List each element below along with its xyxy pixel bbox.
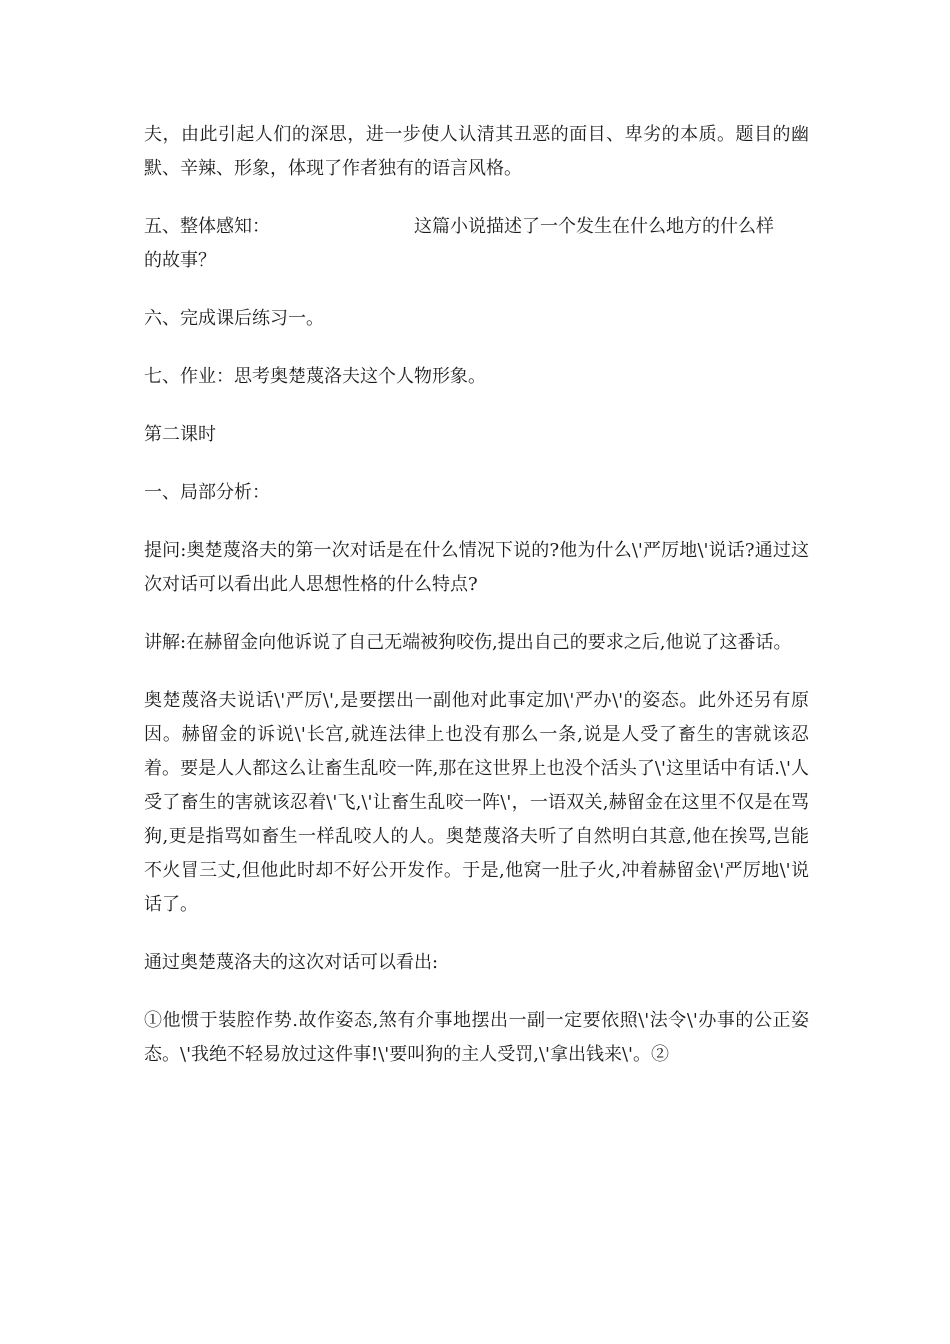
lesson-two-heading: 第二课时 [144, 424, 216, 445]
section-five-text: 这篇小说描述了一个发生在什么地方的什么样 [414, 216, 774, 237]
point-one-paragraph: ①他惯于装腔作势.故作姿态,煞有介事地摆出一副一定要依照\'法令\'办事的公正姿态。\'我绝不轻易放过这件事!\'要叫狗的主人受罚,\'拿出钱来\'。② [144, 1010, 809, 1065]
conclusion-lead: 通过奥楚蔑洛夫的这次对话可以看出: [144, 952, 439, 973]
analysis-paragraph: 奥楚蔑洛夫说话\'严厉\',是要摆出一副他对此事定加\'严办\'的姿态。此外还另有原因。赫留金的诉说\'长宫,就连法律上也没有那么一条,说是人受了畜生的害就该忍着。要是人人都这么让畜生乱咬一阵,那在这世界上也没个活头了\'这里话中有话.\'人受了畜生的害就该忍着\'飞,\'让畜生乱咬一阵\'，一语双关,赫留金在这里不仅是在骂狗,更是指骂如畜生一样乱咬人的人。奥楚蔑洛夫听了自然明白其意,他在挨骂,岂能不火冒三丈,但他此时却不好公开发作。于是,他窝一肚子火,冲着赫留金\'严厉地\'说话了。 [144, 690, 809, 915]
section-five-text-cont: 的故事？ [144, 250, 216, 271]
section-six: 六、完成课后练习一。 [144, 308, 324, 329]
question-paragraph: 提问:奥楚蔑洛夫的第一次对话是在什么情况下说的?他为什么\'严厉地\'说话?通过这次对话可以看出此人思想性格的什么特点? [144, 540, 809, 595]
section-five-line2 [144, 244, 809, 278]
section-five-line1 [144, 210, 809, 244]
document-page [144, 118, 809, 1096]
section-five [144, 210, 809, 278]
section-five-heading: 五、整体感知： [144, 216, 270, 237]
explanation-paragraph: 讲解:在赫留金向他诉说了自己无端被狗咬伤,提出自己的要求之后,他说了这番话。 [144, 632, 792, 653]
section-seven: 七、作业：思考奥楚蔑洛夫这个人物形象。 [144, 366, 486, 387]
paragraph-intro-end: 夫，由此引起人们的深思，进一步使人认清其丑恶的面目、卑劣的本质。题目的幽默、辛辣、形象，体现了作者独有的语言风格。 [144, 124, 809, 179]
part-one-heading: 一、局部分析： [144, 482, 270, 503]
